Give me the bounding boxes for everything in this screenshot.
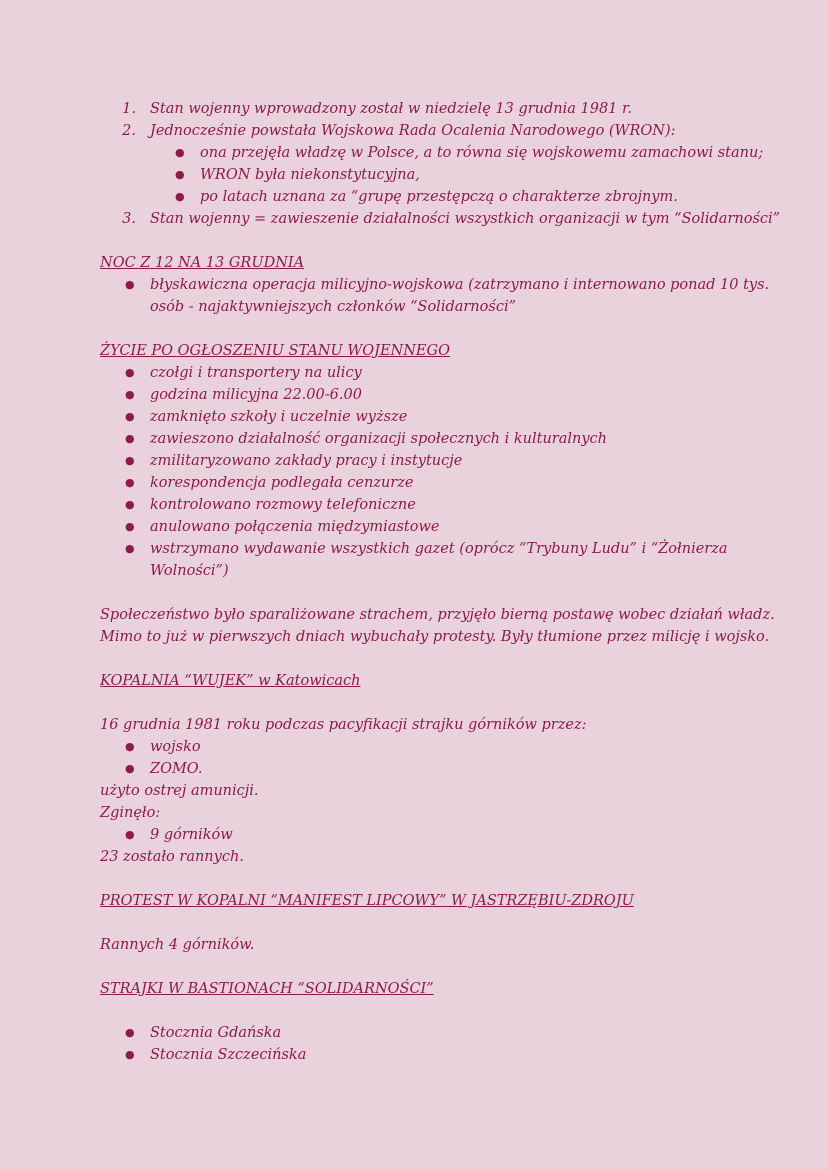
list-item: Stan wojenny wprowadzony został w niedzielę 13 grudnia 1981 r. <box>150 101 632 117</box>
bullet-icon: ● <box>125 520 135 533</box>
paragraph-line: 16 grudnia 1981 roku podczas pacyfikacji strajku górników przez: <box>100 717 587 733</box>
bullet-icon: ● <box>125 476 135 489</box>
bullet-icon: ● <box>125 366 135 379</box>
bullet-icon: ● <box>125 1048 135 1061</box>
list-item: błyskawiczna operacja milicyjno-wojskowa (zatrzymano i internowano ponad 10 tys. <box>150 277 770 293</box>
section-heading: KOPALNIA “WUJEK” w Katowicach <box>100 673 361 689</box>
list-number: 1. <box>122 101 136 117</box>
list-item: WRON była niekonstytucyjna, <box>200 167 420 183</box>
bullet-icon: ● <box>125 1026 135 1039</box>
paragraph-line: Zginęło: <box>100 805 161 821</box>
list-number: 2. <box>122 123 136 139</box>
paragraph-line: użyto ostrej amunicji. <box>100 783 259 799</box>
bullet-icon: ● <box>125 278 135 291</box>
paragraph-line: Rannych 4 górników. <box>100 937 255 953</box>
bullet-icon: ● <box>175 190 185 203</box>
paragraph-line: 23 zostało rannych. <box>100 849 244 865</box>
list-item: zmilitaryzowano zakłady pracy i instytucje <box>150 453 463 469</box>
bullet-icon: ● <box>125 432 135 445</box>
list-item: korespondencja podlegała cenzurze <box>150 475 414 491</box>
list-item: ZOMO. <box>150 761 203 777</box>
bullet-icon: ● <box>125 498 135 511</box>
bullet-icon: ● <box>175 168 185 181</box>
list-item: kontrolowano rozmowy telefoniczne <box>150 497 416 513</box>
list-item: Jednocześnie powstała Wojskowa Rada Ocalenia Narodowego (WRON): <box>150 123 676 139</box>
bullet-icon: ● <box>125 542 135 555</box>
list-item: 9 górników <box>150 827 233 843</box>
list-item: wstrzymano wydawanie wszystkich gazet (oprócz “Trybuny Ludu” i “Żołnierza <box>150 541 728 557</box>
paragraph-line: Społeczeństwo było sparaliżowane strachem, przyjęło bierną postawę wobec działań władz. <box>100 607 775 623</box>
list-item: zamknięto szkoły i uczelnie wyższe <box>150 409 408 425</box>
bullet-icon: ● <box>125 762 135 775</box>
list-item: zawieszono działalność organizacji społecznych i kulturalnych <box>150 431 608 447</box>
list-item: Stan wojenny = zawieszenie działalności wszystkich organizacji w tym “Solidarności” <box>150 211 781 227</box>
section-heading: ŻYCIE PO OGŁOSZENIU STANU WOJENNEGO <box>100 343 450 359</box>
bullet-icon: ● <box>125 740 135 753</box>
section-heading: PROTEST W KOPALNI “MANIFEST LIPCOWY” W JASTRZĘBIU-ZDROJU <box>100 893 634 909</box>
bullet-icon: ● <box>175 146 185 159</box>
list-item: czołgi i transportery na ulicy <box>150 365 362 381</box>
bullet-icon: ● <box>125 454 135 467</box>
section-heading: STRAJKI W BASTIONACH “SOLIDARNOŚCI” <box>100 981 434 997</box>
bullet-icon: ● <box>125 828 135 841</box>
list-item-continuation: Wolności”) <box>150 563 229 579</box>
list-number: 3. <box>122 211 136 227</box>
list-item: ona przejęła władzę w Polsce, a to równa się wojskowemu zamachowi stanu; <box>200 145 764 161</box>
list-item: wojsko <box>150 739 201 755</box>
list-item: po latach uznana za “grupę przestępczą o charakterze zbrojnym. <box>200 189 678 205</box>
list-item: Stocznia Gdańska <box>150 1025 282 1041</box>
list-item: godzina milicyjna 22.00-6.00 <box>150 387 362 403</box>
paragraph-line: Mimo to już w pierwszych dniach wybuchały protesty. Były tłumione przez milicję i wojsko. <box>100 629 770 645</box>
bullet-icon: ● <box>125 388 135 401</box>
list-item-continuation: osób - najaktywniejszych członków “Solidarności” <box>150 299 516 315</box>
bullet-icon: ● <box>125 410 135 423</box>
list-item: anulowano połączenia międzymiastowe <box>150 519 440 535</box>
list-item: Stocznia Szczecińska <box>150 1047 307 1063</box>
section-heading: NOC Z 12 NA 13 GRUDNIA <box>100 255 305 271</box>
